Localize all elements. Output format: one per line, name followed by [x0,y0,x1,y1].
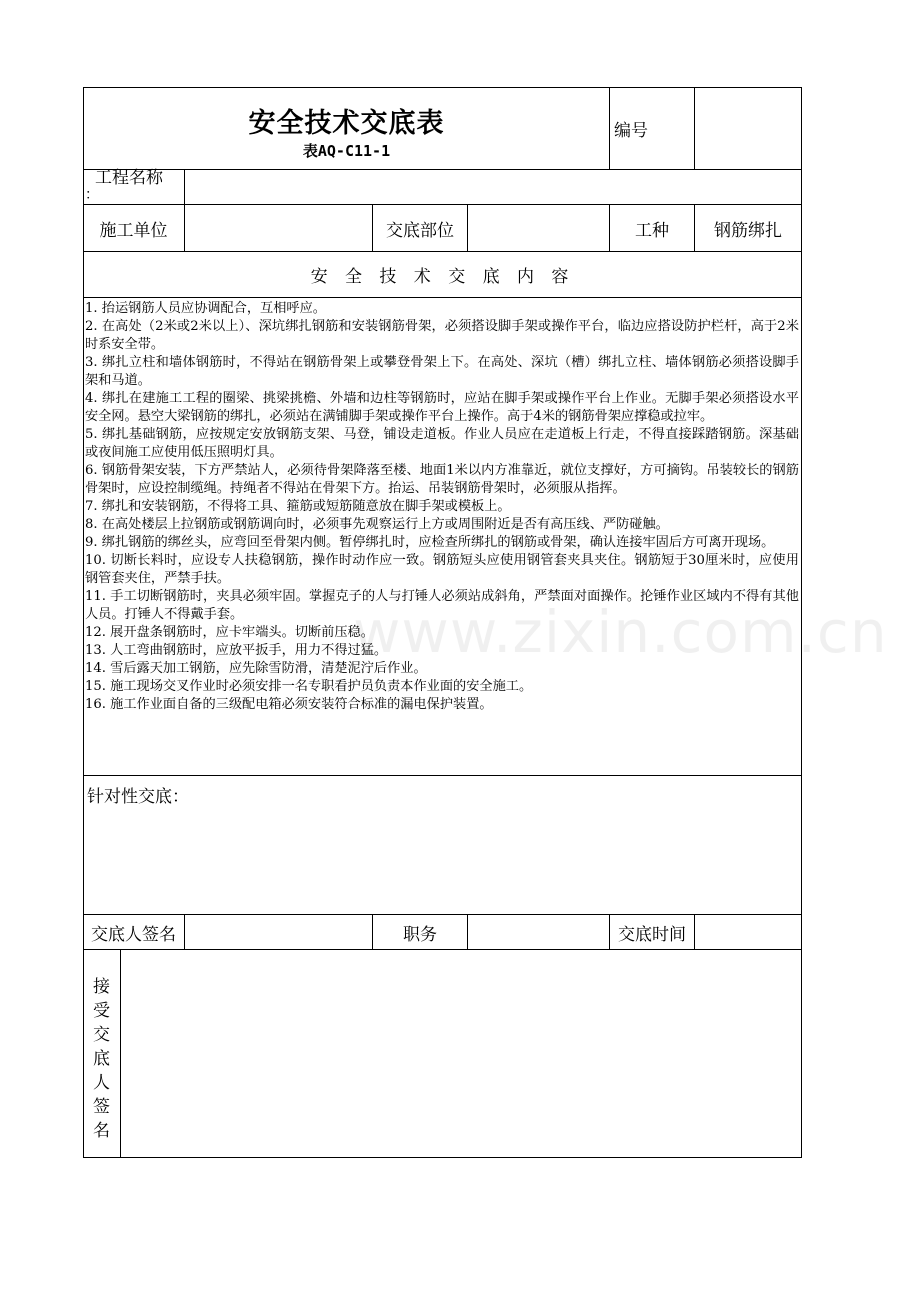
content-heading: 安 全 技 术 交 底 内 容 [310,267,575,287]
targeted-handover-label: 针对性交底： [87,787,189,807]
rule-line [83,297,802,298]
rule-item: 11. 手工切断钢筋时，夹具必须牢固。掌握克子的人与打锤人必须站成斜角，严禁面对面操作。抡锤作业区域内不得有其他人员。打锤人不得戴手套。 [85,589,799,622]
receiver-label-char: 人 [93,1073,110,1093]
rule-item: 5. 绑扎基础钢筋，应按规定安放钢筋支架、马登，铺设走道板。作业人员应在走道板上行走，不得直接踩踏钢筋。深基础或夜间施工应使用低压照明灯具。 [85,427,799,460]
receiver-label-char: 底 [93,1049,110,1069]
rule-item: 1. 抬运钢筋人员应协调配合，互相呼应。 [85,301,326,316]
rule-item: 2. 在高处（2米或2米以上）、深坑绑扎钢筋和安装钢筋骨架，必须搭设脚手架或操作平台，临边应搭设防护栏杆，高于2米时系安全带。 [85,319,799,352]
trade-value: 钢筋绑扎 [714,220,782,241]
rule-item: 12. 展开盘条钢筋时，应卡牢端头。切断前压稳。 [85,625,374,640]
handover-person-field[interactable] [185,915,372,949]
number-label: 编号 [614,121,648,141]
rule-item: 16. 施工作业面自备的三级配电箱必须安装符合标准的漏电保护装置。 [85,697,493,712]
rule-item: 7. 绑扎和安装钢筋，不得将工具、箍筋或短筋随意放在脚手架或模板上。 [85,499,511,514]
receiver-label-char: 签 [93,1097,110,1117]
safety-rules-list [85,300,799,775]
receiver-label-char: 受 [93,1001,110,1021]
receiver-label-char: 名 [93,1121,110,1141]
receiver-signature-field[interactable] [121,950,801,1157]
project-name-label: 工程名称 [95,168,163,188]
rule-item: 13. 人工弯曲钢筋时，应放平扳手，用力不得过猛。 [85,643,388,658]
rule-item: 4. 绑扎在建施工工程的圈梁、挑梁挑檐、外墙和边柱等钢筋时，应站在脚手架或操作平台上作业。无脚手架必须搭设水平安全网。悬空大梁钢筋的绑扎，必须站在满铺脚手架或操作平台上操作。高于4米的钢筋骨架应撑稳或拉牢。 [85,391,799,424]
rule-item: 8. 在高处楼层上拉钢筋或钢筋调向时，必须事先观察运行上方或周围附近是否有高压线、严防碰触。 [85,517,669,532]
receiver-label-char: 接 [93,977,110,997]
handover-person-label: 交底人签名 [91,924,176,945]
project-name-field[interactable] [185,170,801,204]
receiver-label-char: 交 [93,1025,110,1045]
rule-line [83,775,802,776]
handover-time-field[interactable] [695,915,801,949]
project-name-label-cell [83,169,184,204]
rule-item: 3. 绑扎立柱和墙体钢筋时，不得站在钢筋骨架上或攀登骨架上下。在高处、深坑（槽）绑扎立柱、墙体钢筋必须搭设脚手架和马道。 [85,355,799,388]
border-bottom [83,1157,802,1158]
handover-time-label: 交底时间 [618,924,686,945]
watermark: www.zixin.com.cn [353,598,888,666]
handover-part-field[interactable] [468,205,609,251]
rule-item: 10. 切断长料时，应设专人扶稳钢筋，操作时动作应一致。钢筋短头应使用钢管套夹具夹住。钢筋短于30厘米时，应使用钢管套夹住，严禁手扶。 [85,553,799,586]
receiver-signature-label [83,975,120,1143]
handover-part-label: 交底部位 [386,220,454,241]
form-title: 安全技术交底表 [248,108,445,139]
targeted-handover-field[interactable] [84,807,801,913]
position-field[interactable] [468,915,609,949]
rule-item: 15. 施工现场交叉作业时必须安排一名专职看护员负责本作业面的安全施工。 [85,679,533,694]
construction-unit-label: 施工单位 [99,220,168,241]
rule-item: 14. 雪后露天加工钢筋，应先除雪防滑，清楚泥泞后作业。 [85,661,427,676]
rule-item: 9. 绑扎钢筋的绑丝头，应弯回至骨架内侧。暂停绑扎时，应检查所绑扎的钢筋或骨架，确认连接牢固后方可离开现场。 [85,535,775,550]
rule-item: 6. 钢筋骨架安装，下方严禁站人，必须待骨架降落至楼、地面1米以内方准靠近，就位支撑好，方可摘钩。吊装较长的钢筋骨架时，应设控制缆绳。持绳者不得站在骨架下方。抬运、吊装钢筋骨架时，必须服从指挥。 [85,463,799,496]
position-label: 职务 [403,924,437,945]
form-code: 表AQ-C11-1 [302,142,391,160]
number-field[interactable] [695,87,801,170]
construction-unit-field[interactable] [185,205,372,251]
trade-label: 工种 [635,220,669,241]
project-name-colon: ： [85,187,99,203]
